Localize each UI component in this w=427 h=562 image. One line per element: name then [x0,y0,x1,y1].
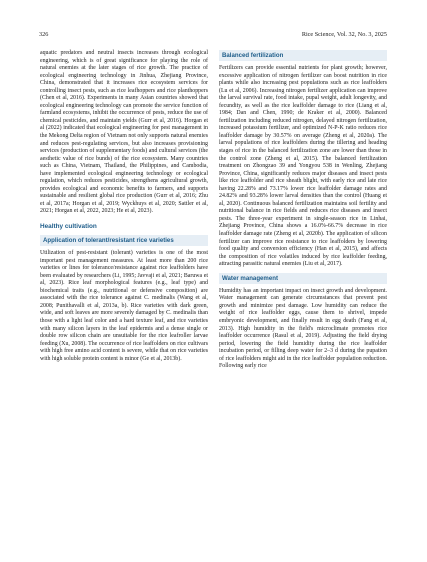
journal-citation: Rice Science, Vol. 32, No. 3, 2025 [301,31,387,38]
paragraph-resistant-varieties: Utilization of pest-resistant (tolerant) varieties is one of the most important pest management measures. At least more than 200 rice varieties or lines for tolerance/resistance against rice leaffolders have been evaluated by researchers (Li, 1995; Javvaji et al, 2021; Baruwa et al, 2023). Rice leaf morphological features (e.g., leaf type) and biochemical traits (e.g., nutritional or defensive composition) are associated with the rice tolerance against C. medinalis (Wang et al, 2008; Punithavalli et al, 2013a, b). Rice varieties with dark green, wide, and soft leaves are more severely damaged by C. medinalis than those with a light leaf color and a hard texture leaf, and rice varieties with many silicon layers in the leaf epidermis and a dense single or double row silicon chain are unsuitable for the rice leafroller larvae feeding (Xu, 2008). The occurrence of rice leaffolders on rice cultivars with high free amino acid content is severe, while that on rice varieties with high soluble protein content is minor (Ge et al, 2013b). [40,250,208,362]
section-heading-healthy-cultivation: Healthy cultivation [40,223,97,231]
paragraph-balanced-fertilization: Fertilizers can provide essential nutrients for plant growth; however, excessive application of nitrogen fertilizer can boost nutrition in rice plants while also increasing pest populations such as rice leaffolders (Lu et al, 2006). Increasing nitrogen fertilizer application can improve the larval survival rate, food intake, pupal weight, adult longevity, and fecundity, as well as the rice leaffolder damage to rice (Liang et al, 1984; Dan and Chen, 1990; de Kraker et al, 2000). Balanced fertilization including reduced nitrogen, delayed nitrogen fertilization, increased potassium fertilizer, and optimized N-P-K ratio reduces rice leaffolder damage by 30.57% on average (Zheng et al, 2020a). The larval populations of rice leaffolders during the tillering and heading stages of rice in the balanced fertilization zone are lower than those in the control zone (Zheng et al, 2015). The balanced fertilization treatment on Zhongzao 39 and Yongyou 538 in Wenling, Zhejiang Province, China, significantly reduces major diseases and insect pests like rice leaffolder and rice sheath blight, with early rice and late rice having 22.28% and 73.17% lower rice leaffolder damage rates and 24.82% and 93.28% lower larval densities than the control (Huang et al, 2020). Continuous balanced fertilization maintains soil fertility and nutritional balance in rice fields and reduces rice diseases and insect pests. The three-year experiment in single-season rice in Linhai, Zhejiang Province, China shows a 16.0%-66.7% decrease in rice leaffolder damage rate (Zheng et al, 2020b). The application of silicon fertilizer can improve rice resistance to rice leaffolders by lowering food quality and conversion efficiency (Han et al, 2015), and affects the composition of rice volatiles induced by rice leaffolder feeding, attracting parasitic natural enemies (Liu et al, 2017). [219,65,387,268]
page-number: 326 [39,31,49,38]
right-column [219,50,387,371]
subsection-heading-resistant-varieties: Application of tolerant/resistant rice varieties [40,235,208,246]
paragraph-ecological-engineering: aquatic predators and neutral insects increases through ecological engineering, which is of great significance for playing the role of natural enemies at the later stages of rice growth. The practice of ecological engineering technology in Jinhua, Zhejiang Province, China, demonstrated that it increases rice ecosystem services for controlling insect pests, such as rice leafhoppers and rice planthoppers (Chen et al, 2016). Experiments in many Asian countries showed that ecological engineering technology can promote the service function of farmland ecosystems, inhibit the occurrence of pests, reduce the use of chemical pesticides, and maintain yields (Gurr et al, 2016). Horgan et al (2022) indicated that ecological engineering for pest management in the Mekong Delta region of Vietnam not only supports natural enemies and reduces pest-regulating services, but also increases provisioning services (production of supplementary foods) and cultural services (the aesthetic value of rice bunds) of the rice ecosystem. Many countries such as China, Vietnam, Thailand, the Philippines, and Cambodia, have implemented ecological engineering technology or ecological regulation, which reduces pesticides, strengthens agricultural growth, provides ecological and economic benefits to farmers, and supports sustainable and resilient global rice production (Gurr et al, 2016; Zhu et al, 2017a; Horgan et al, 2019; Wyckhuys et al, 2020; Sattler et al, 2021; Horgan et al, 2022, 2023; He et al, 2023). [40,50,208,215]
subsection-heading-balanced-fertilization: Balanced fertilization [219,50,387,61]
page-header [39,30,387,40]
subsection-heading-water-management: Water management [219,273,387,284]
paragraph-water-management: Humidity has an important impact on insect growth and development. Water management can generate circumstances that prevent pest growth and minimize pest damage. Low humidity can reduce the weight of rice leaffolder eggs, cause them to shrivel, impede embryonic development, and finally result in egg death (Fang et al, 2013). High humidity in the field's microclimate promotes rice leaffolder occurrence (Rasul et al, 2019). Adjusting the field drying period, lowering the field humidity during the rice leaffolder incubation period, or filling deep water for 2–3 d during the pupation of rice leaffolders might aid in the rice leaffolder population reduction. Following early rice [219,287,387,370]
left-column [40,50,208,363]
